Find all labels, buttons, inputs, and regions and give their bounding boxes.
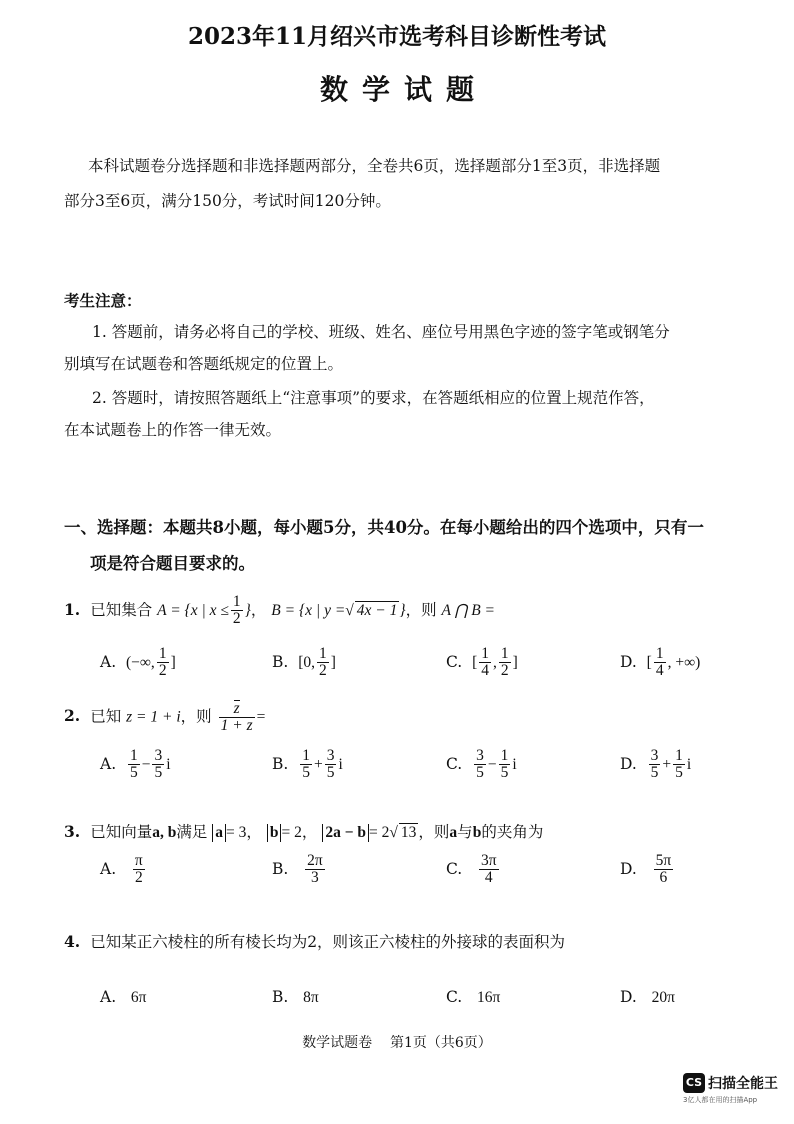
q1-option-a[interactable] [100,646,176,680]
question-4-stem [64,930,565,952]
question-number: 1. [64,599,81,619]
option-label: D. [620,988,637,1006]
q1-target: A ⋂ B = [441,601,496,619]
imaginary-unit: i [166,755,171,773]
q3-abs-b: b [267,824,282,842]
q2-option-a[interactable] [100,748,171,782]
exam-subtitle: 数学试题 [319,73,488,106]
option-label: C. [446,652,463,671]
fraction: $\frac{\pi}{2}$ [134,852,143,887]
sqrt-sign: √ [389,824,398,841]
q2-equals: = [256,708,266,726]
q1-text: 已知集合 [90,600,153,619]
operator: + [662,755,672,773]
option-label: A. [100,754,117,773]
q1-option-b[interactable] [272,646,336,680]
q3-sep: ， [246,823,262,841]
fraction: $\frac{z}{1 + z}$ [220,700,253,735]
option-label: B. [272,652,289,671]
fraction: $\frac{3}{5}$ [154,747,163,782]
section-1-line-1: 一、选择题：本题共8小题，每小题5分，共40分。在每小题给出的四个选项中，只有一 [64,518,704,537]
option-text: 16π [477,989,501,1006]
option-label: B. [272,754,289,773]
fraction: $\frac{1}{2}$ [318,645,327,680]
option-label: B. [272,859,289,878]
option-label: B. [272,988,289,1006]
q3-vec-a: a [449,824,458,841]
option-label: D. [620,652,637,671]
q2-equation: z = 1 + i [126,708,181,726]
option-text: ] [170,653,176,671]
fraction: $\frac{3\pi}{4}$ [481,852,497,887]
intro-line-1: 本科试题卷分选择题和非选择题两部分，全卷共6页，选择题部分1至3页，非选择题 [88,157,661,175]
option-text: [0, [298,653,315,671]
notice-item-1-line-1: 1. 答题前，请务必将自己的学校、班级、姓名、座位号用黑色字迹的签字笔或钢笔分 [92,323,670,341]
q3-option-b[interactable] [272,853,327,887]
imaginary-unit: i [512,755,517,773]
page-footer: 数学试题卷 第1页（共6页） [302,1035,492,1051]
q2-text: 已知 [90,707,122,726]
option-text: ] [330,653,336,671]
q3-abs-a: a [212,824,226,842]
fraction: $\frac{1}{2}$ [158,645,167,680]
option-label: D. [620,754,637,773]
option-label: A. [100,988,117,1006]
fraction: $\frac{1}{4}$ [655,645,664,680]
q4-option-c[interactable] [446,988,500,1007]
q4-option-d[interactable] [620,988,675,1007]
q2-option-b[interactable] [272,748,343,782]
option-text: 20π [651,989,675,1006]
fraction: $\frac{1}{2}$ [232,593,241,628]
notice-item-2-line-1: 2. 答题时，请按照答题纸上“注意事项”的要求，在答题纸相应的位置上规范作答， [92,389,655,407]
fraction: $\frac{2\pi}{3}$ [307,852,323,887]
q2-text-b: ，则 [180,707,212,726]
q3-abs-ab: 2a − b [322,824,369,842]
q3-option-a[interactable] [100,853,147,887]
scanner-watermark [683,1072,778,1104]
question-3-stem [64,820,543,842]
question-number: 3. [64,822,81,841]
q1-option-d[interactable] [620,646,700,680]
fraction: $\frac{1}{2}$ [500,645,509,680]
q1-set-a: A = {x | x ≤ [157,601,229,619]
q3-eq-b: = 2 [281,824,302,841]
imaginary-unit: i [686,755,692,773]
option-text: 8π [303,989,319,1006]
fraction: $\frac{5\pi}{6}$ [655,852,672,887]
option-label: C. [446,988,463,1006]
section-1-line-2: 项是符合题目要求的。 [90,554,255,573]
option-text: [ [646,653,652,671]
q4-text: 已知某正六棱柱的所有棱长均为2，则该正六棱柱的外接球的表面积为 [90,933,566,951]
q3-option-d[interactable] [620,853,675,887]
q3-vectors: a, b [152,824,177,841]
fraction: $\frac{3}{5}$ [326,747,335,782]
operator: − [487,755,497,773]
q1-set-b: B = {x | y = [271,601,346,619]
option-label: C. [446,754,463,773]
option-text: [ [472,653,478,671]
q1-option-c[interactable] [446,646,518,680]
q2-option-d[interactable] [620,748,691,782]
notice-item-2-line-2: 在本试题卷上的作答一律无效。 [64,421,282,439]
operator: + [313,755,323,773]
q3-eq-ab: = 2 [369,824,390,841]
option-label: A. [100,859,117,878]
exam-title: 2023年11月绍兴市选考科目诊断性考试 [187,23,607,50]
camscanner-logo-icon: CS [683,1073,705,1093]
scanner-tagline: 3亿人都在用的扫描App [683,1096,758,1104]
q4-option-a[interactable] [100,988,146,1007]
q1-sqrt-body: 4x − 1 [356,601,398,619]
option-text: , +∞) [667,653,701,671]
q1-text-b: ，则 [405,600,437,619]
imaginary-unit: i [338,755,343,773]
question-1-stem [64,594,495,628]
q3-eq-a: = 3 [226,824,247,841]
fraction: $\frac{1}{5}$ [675,747,683,782]
option-label: D. [620,859,637,878]
q3-text-e: 的夹角为 [481,823,544,841]
fraction: $\frac{1}{5}$ [302,747,310,782]
option-text: (−∞, [125,653,155,671]
option-text: , [493,653,497,671]
q3-text-b: 满足 [176,823,208,841]
fraction: $\frac{1}{5}$ [129,747,138,782]
fraction: $\frac{1}{5}$ [500,747,509,782]
q3-sqrt-body: 13 [400,824,417,841]
intro-line-2: 部分3至6页，满分150分，考试时间120分钟。 [64,192,391,210]
q3-text: 已知向量 [90,823,153,841]
q3-vec-b: b [472,824,482,841]
fraction: $\frac{3}{5}$ [476,747,484,782]
question-2-stem [64,700,265,735]
option-label: C. [446,859,463,878]
operator: − [141,755,151,773]
q3-text-c: ，则 [418,823,450,841]
fraction: $\frac{1}{4}$ [481,645,490,680]
question-number: 2. [64,706,81,726]
option-text: ] [512,653,518,671]
q3-option-c[interactable] [446,853,501,887]
q1-sep: ， [250,600,267,619]
question-number: 4. [64,932,81,951]
sqrt-sign: √ [345,601,354,619]
option-text: 6π [130,989,147,1006]
option-label: A. [100,652,117,671]
notice-heading: 考生注意： [64,291,142,310]
fraction: $\frac{3}{5}$ [650,747,659,782]
q1-brace-b: } [399,601,406,619]
notice-item-1-line-2: 别填写在试题卷和答题纸规定的位置上。 [64,355,344,373]
q4-option-b[interactable] [272,988,319,1007]
q1-brace: } [244,601,251,619]
q3-sep: ， [301,823,318,841]
scanner-app-name: 扫描全能王 [708,1075,778,1092]
q2-option-c[interactable] [446,748,517,782]
q3-text-d: 与 [457,823,473,841]
